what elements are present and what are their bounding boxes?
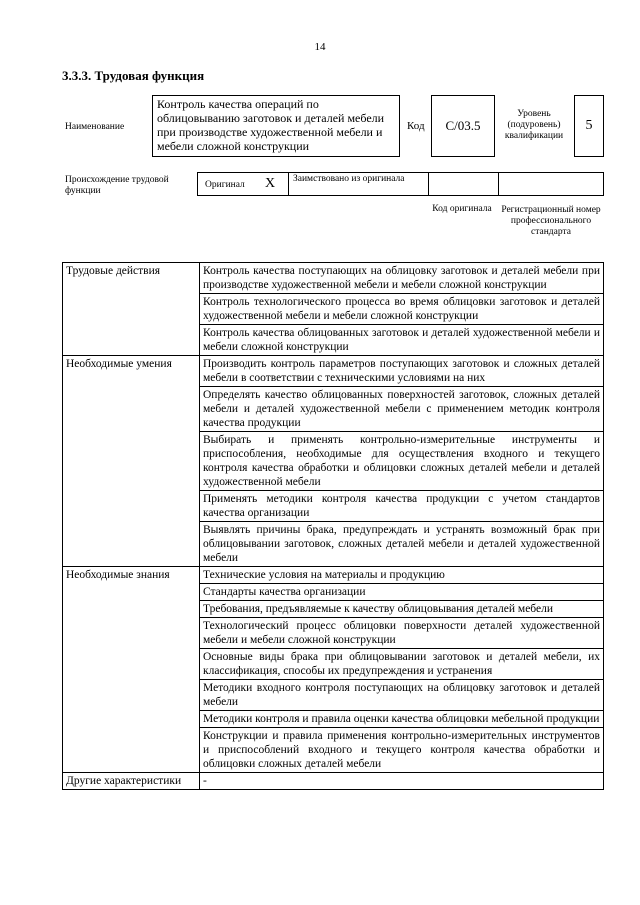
table-cell: Требования, предъявляемые к качеству облицовывания деталей мебели — [200, 601, 604, 618]
row-group-label: Необходимые умения — [63, 356, 200, 567]
row-group-label: Трудовые действия — [63, 263, 200, 356]
code-value: C/03.5 — [445, 118, 481, 133]
origin-divider — [498, 172, 499, 196]
origin-row — [197, 172, 604, 196]
code-original-caption: Код оригинала — [432, 203, 492, 214]
table-cell: Контроль технологического процесса во время облицовки заготовок и деталей художественной мебели и мебели сложной конструкции — [200, 294, 604, 325]
original-label: Оригинал — [205, 180, 245, 190]
origin-label: Происхождение трудовой функции — [65, 175, 169, 196]
table-cell: Выявлять причины брака, предупреждать и устранять возможный брак при облицовывании заготовок, сложных деталей мебели и деталей художественной мебели — [200, 522, 604, 567]
level-value: 5 — [585, 118, 593, 133]
table-cell: Технологический процесс облицовки поверхности деталей художественной мебели и мебели сложной конструкции — [200, 618, 604, 649]
row-group-label: Необходимые знания — [63, 567, 200, 773]
section-title: 3.3.3. Трудовая функция — [62, 68, 205, 83]
borrowed-label: Заимствовано из оригинала — [293, 174, 405, 184]
function-details-table — [62, 262, 604, 790]
origin-divider — [428, 172, 429, 196]
table-cell: Методики входного контроля поступающих на облицовку заготовок и деталей мебели — [200, 680, 604, 711]
table-cell: Контроль качества поступающих на облицовку заготовок и деталей мебели при производстве художественной мебели и мебели сложной конструкции — [200, 263, 604, 294]
level-value-box — [574, 95, 604, 157]
table-cell: Стандарты качества организации — [200, 584, 604, 601]
original-mark: X — [265, 176, 276, 191]
row-group-label: Другие характеристики — [63, 773, 200, 790]
origin-divider — [288, 172, 289, 196]
code-value-box — [431, 95, 495, 157]
page-number: 14 — [314, 41, 326, 53]
table-row — [63, 567, 604, 584]
table-cell: Производить контроль параметров поступающих заготовок и сложных деталей мебели в соответствии с техническими условиями на них — [200, 356, 604, 387]
table-cell: Применять методики контроля качества продукции с учетом стандартов качества организации — [200, 491, 604, 522]
table-cell: Технические условия на материалы и продукцию — [200, 567, 604, 584]
table-cell: Основные виды брака при облицовывании заготовок и деталей мебели, их классификация, способы их предупреждения и устранения — [200, 649, 604, 680]
function-name-value: Контроль качества операций по облицовыванию заготовок и деталей мебели при производстве художественной мебели и мебели сложной конструкции — [157, 97, 385, 153]
table-cell: Определять качество облицованных поверхностей заготовок, сложных деталей мебели и деталей художественной мебели с применением методик контроля качества продукции — [200, 387, 604, 432]
code-label: Код — [407, 120, 425, 132]
table-cell: Контроль качества облицованных заготовок и деталей художественной мебели и мебели сложной конструкции — [200, 325, 604, 356]
reg-number-caption: Регистрационный номер профессионального стандарта — [501, 204, 601, 237]
level-label: Уровень (подуровень) квалификации — [504, 108, 564, 141]
table-cell: Конструкции и правила применения контрольно-измерительных инструментов и приспособлений входного и текущего контроля качества обработки и облицовки сложных деталей мебели — [200, 728, 604, 773]
table-row — [63, 356, 604, 387]
table-cell: Методики контроля и правила оценки качества облицовки мебельной продукции — [200, 711, 604, 728]
table-row — [63, 263, 604, 294]
table-row — [63, 773, 604, 790]
table-cell: Выбирать и применять контрольно-измерительные инструменты и приспособления, необходимые для осуществления входного и текущего контроля качества обработки и облицовки сложных деталей мебели и деталей художественной мебели — [200, 432, 604, 491]
table-cell: - — [200, 773, 604, 790]
function-name-box — [152, 95, 400, 157]
name-label: Наименование — [65, 122, 125, 132]
